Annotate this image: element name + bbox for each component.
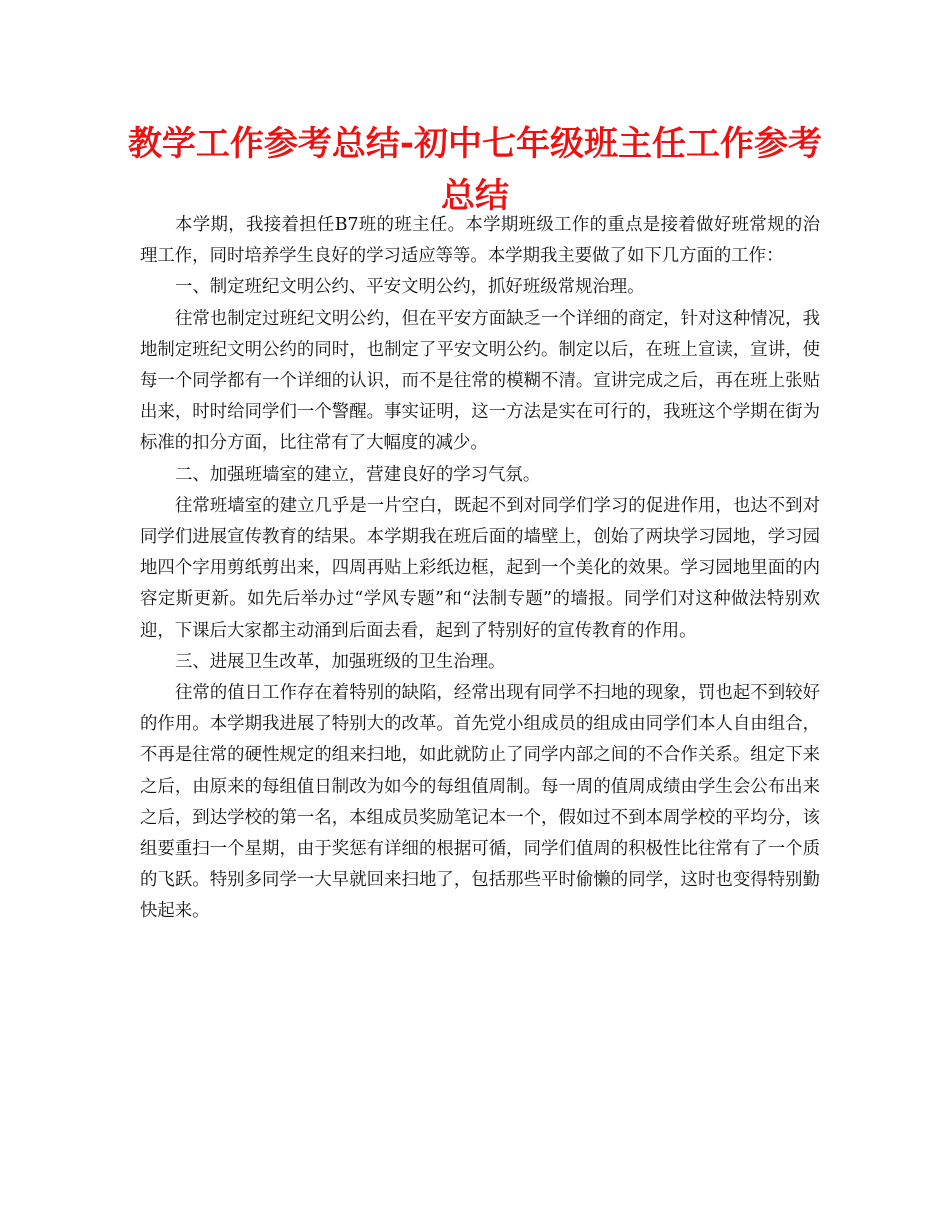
paragraph-section-3: 往常的值日工作存在着特别的缺陷，经常出现有同学不扫地的现象，罚也起不到较好的作用。本学期我进展了特别大的改革。首先党小组成员的组成由同学们本人自由组合，不再是往常的硬性规定的组来扫地，如此就防止了同学内部之间的不合作关系。组定下来之后，由原来的每组值日制改为如今的每组值周制。每一周的值周成绩由学生会公布出来之后，到达学校的第一名，本组成员奖励笔记本一个，假如过不到本周学校的平均分，该组要重扫一个星期，由于奖惩有详细的根据可循，同学们值周的积极性比往常有了一个质的飞跃。特别多同学一大早就回来扫地了，包括那些平时偷懒的同学，这时也变得特别勤快起来。: [140, 683, 820, 922]
paragraph-intro: 本学期，我接着担任B7班的班主任。本学期班级工作的重点是接着做好班常规的治理工作，同时培养学生良好的学习适应等等。本学期我主要做了如下几方面的工作：: [140, 215, 820, 267]
paragraph-heading-3: 三、进展卫生改革，加强班级的卫生治理。: [175, 651, 506, 672]
document-body: [140, 210, 820, 928]
paragraph-heading-2: 二、加强班墙室的建立，营建良好的学习气氛。: [175, 464, 541, 485]
paragraph-heading-1: 一、制定班纪文明公约、平安文明公约，抓好班级常规治理。: [175, 277, 645, 298]
paragraph-section-1: 往常也制定过班纪文明公约，但在平安方面缺乏一个详细的商定，针对这种情况，我地制定班纪文明公约的同时，也制定了平安文明公约。制定以后，在班上宣读，宣讲，使每一个同学都有一个详细的认识，而不是往常的模糊不清。宣讲完成之后，再在班上张贴出来，时时给同学们一个警醒。事实证明，这一方法是实在可行的，我班这个学期在街为标准的扣分方面，比往常有了大幅度的减少。: [140, 308, 820, 454]
paragraph-section-2: 往常班墙室的建立几乎是一片空白，既起不到对同学们学习的促进作用，也达不到对同学们进展宣传教育的结果。本学期我在班后面的墙壁上，创始了两块学习园地，学习园地四个字用剪纸剪出来，四周再贴上彩纸边框，起到一个美化的效果。学习园地里面的内容定斯更新。如先后举办过“学风专题”和“法制专题”的墙报。同学们对这种做法特别欢迎，下课后大家都主动涌到后面去看，起到了特别好的宣传教育的作用。: [140, 495, 820, 641]
document-title: 教学工作参考总结-初中七年级班主任工作参考总结: [127, 124, 823, 216]
